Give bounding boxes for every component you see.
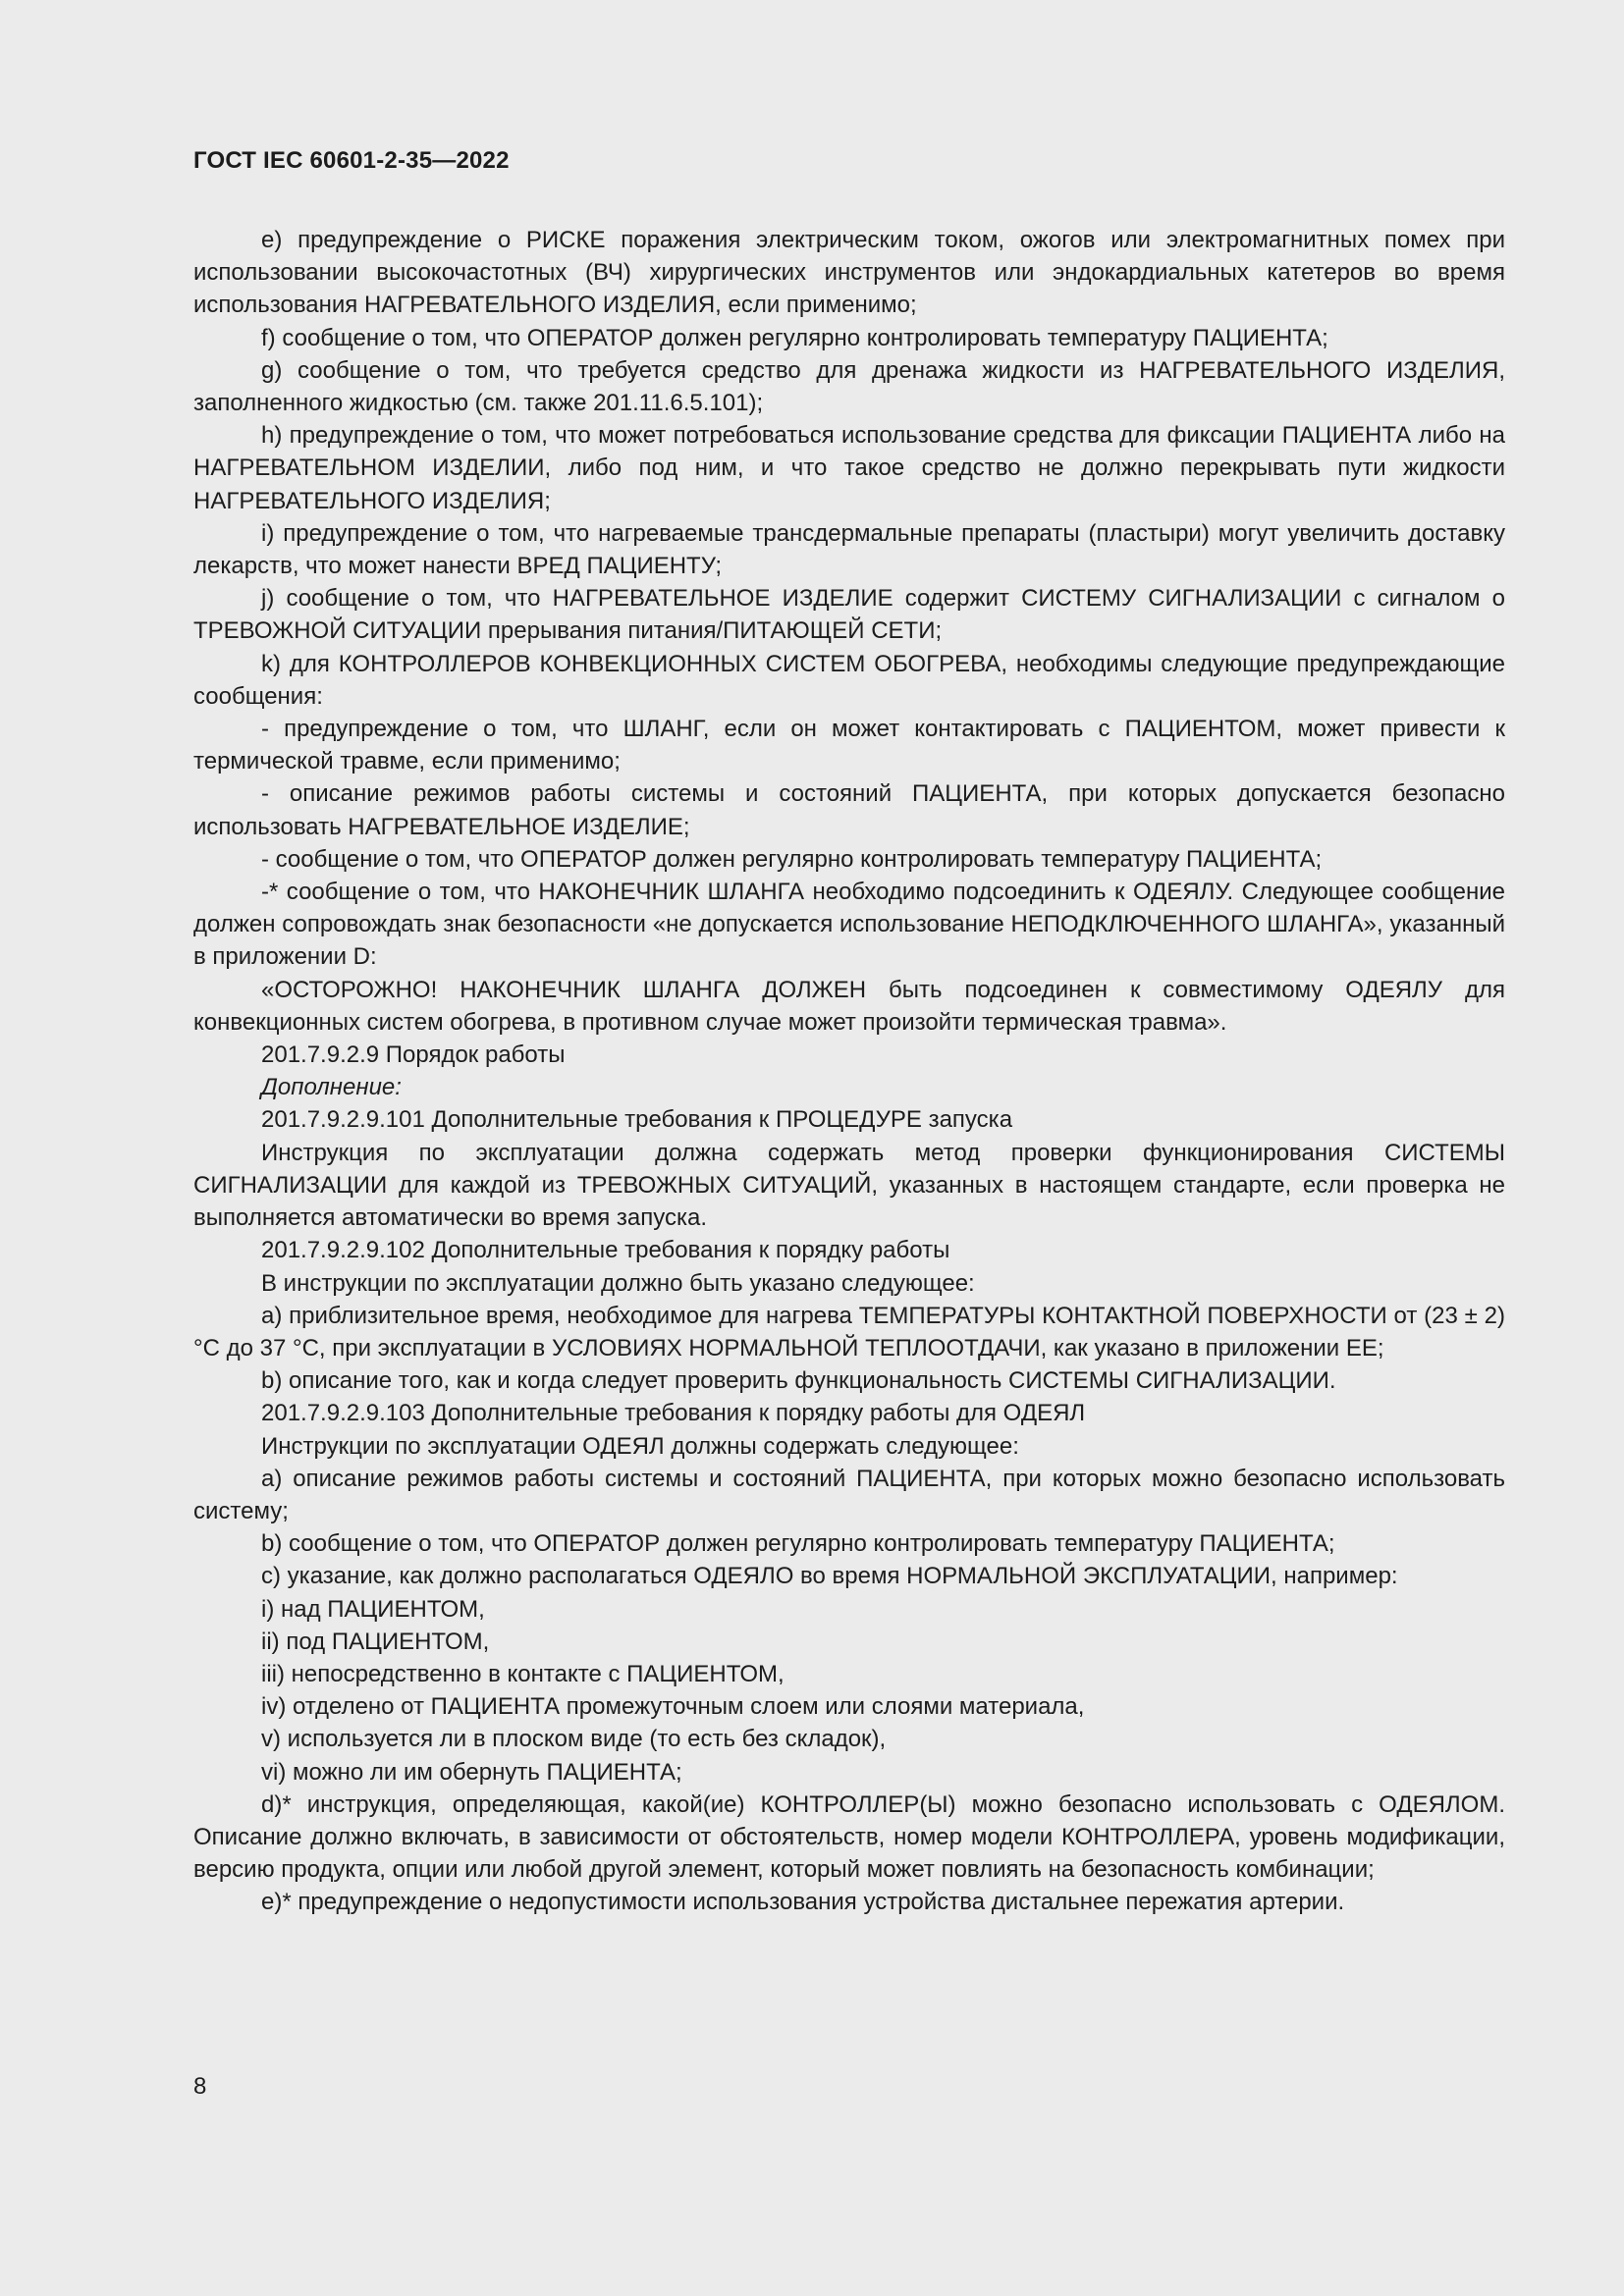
paragraph-g: g) сообщение о том, что требуется средство для дренажа жидкости из НАГРЕВАТЕЛЬНОГО ИЗДЕЛИЯ, заполненного жидкостью (см. также 201.11.6.5.101);: [193, 356, 1505, 417]
section-heading-201-7-9-2-9: 201.7.9.2.9 Порядок работы: [261, 1041, 566, 1069]
paragraph-b-alarm-check: b) описание того, как и когда следует проверить функциональность СИСТЕМЫ СИГНАЛИЗАЦИИ.: [261, 1367, 1336, 1395]
paragraph-d-controllers: d)* инструкция, определяющая, какой(ие) КОНТРОЛЛЕР(Ы) можно безопасно использовать с ОДЕЯЛОМ. Описание должно включать, в зависимости от обстоятельств, номер модели КОНТРОЛЛЕРА, уровень модификации, версию продукта, опции или любой другой элемент, который может повлиять на безопасность комбинации;: [193, 1790, 1505, 1884]
paragraph-instructions-intro: В инструкции по эксплуатации должно быть указано следующее:: [261, 1269, 975, 1297]
paragraph-i: i) предупреждение о том, что нагреваемые трансдермальные препараты (пластыри) могут увеличить доставку лекарств, что может нанести ВРЕД ПАЦИЕНТУ;: [193, 519, 1505, 580]
section-heading-201-7-9-2-9-102: 201.7.9.2.9.102 Дополнительные требования к порядку работы: [261, 1237, 950, 1264]
paragraph-a-heating-time: a) приблизительное время, необходимое для нагрева ТЕМПЕРАТУРЫ КОНТАКТНОЙ ПОВЕРХНОСТИ от (23 ± 2) °C до 37 °C, при эксплуатации в УСЛОВИЯХ НОРМАЛЬНОЙ ТЕПЛООТДАЧИ, как указано в приложении ЕЕ;: [193, 1302, 1505, 1362]
list-item-ii: ii) под ПАЦИЕНТОМ,: [261, 1628, 490, 1655]
paragraph-c-placement: c) указание, как должно располагаться ОДЕЯЛО во время НОРМАЛЬНОЙ ЭКСПЛУАТАЦИИ, например:: [261, 1563, 1398, 1590]
document-title: ГОСТ IEC 60601-2-35—2022: [193, 147, 510, 174]
paragraph-f: f) сообщение о том, что ОПЕРАТОР должен регулярно контролировать температуру ПАЦИЕНТА;: [261, 324, 1328, 351]
page-number: 8: [193, 2073, 207, 2100]
section-heading-201-7-9-2-9-101: 201.7.9.2.9.101 Дополнительные требования к ПРОЦЕДУРЕ запуска: [261, 1106, 1013, 1134]
paragraph-a-modes: a) описание режимов работы системы и состояний ПАЦИЕНТА, при которых можно безопасно использовать систему;: [193, 1465, 1505, 1524]
paragraph-e-warning: e) предупреждение о РИСКЕ поражения электрическим током, ожогов или электромагнитных помех при использовании высокочастотных (ВЧ) хирургических инструментов или эндокардиальных катетеров во время использования НАГРЕВАТЕЛЬНОГО ИЗДЕЛИЯ, если применимо;: [193, 227, 1505, 319]
paragraph-h: h) предупреждение о том, что может потребоваться использование средства для фиксации ПАЦИЕНТА либо на НАГРЕВАТЕЛЬНОМ ИЗДЕЛИИ, либо под ним, и что такое средство не должно перекрывать пути жидкости НАГРЕВАТЕЛЬНОГО ИЗДЕЛИЯ;: [193, 422, 1505, 514]
list-item-i: i) над ПАЦИЕНТОМ,: [261, 1595, 485, 1623]
list-item-modes: - описание режимов работы системы и состояний ПАЦИЕНТА, при которых допускается безопасно использовать НАГРЕВАТЕЛЬНОЕ ИЗДЕЛИЕ;: [193, 780, 1505, 840]
paragraph-startup-check: Инструкция по эксплуатации должна содержать метод проверки функционирования СИСТЕМЫ СИГНАЛИЗАЦИИ для каждой из ТРЕВОЖНЫХ СИТУАЦИЙ, указанных в настоящем стандарте, если проверка не выполняется автоматически во время запуска.: [193, 1139, 1505, 1232]
list-item-iii: iii) непосредственно в контакте с ПАЦИЕНТОМ,: [261, 1660, 785, 1687]
list-item-vi: vi) можно ли им обернуть ПАЦИЕНТА;: [261, 1758, 682, 1786]
caution-quote: «ОСТОРОЖНО! НАКОНЕЧНИК ШЛАНГА ДОЛЖЕН быть подсоединен к совместимому ОДЕЯЛУ для конвекционных систем обогрева, в противном случае может произойти термическая травма».: [193, 976, 1505, 1036]
list-item-hose-end: -* сообщение о том, что НАКОНЕЧНИК ШЛАНГА необходимо подсоединить к ОДЕЯЛУ. Следующее сообщение должен сопровождать знак безопасности «не допускается использование НЕПОДКЛЮЧЕННОГО ШЛАНГА», указанный в приложении D:: [193, 879, 1505, 971]
list-item-hose-warning: - предупреждение о том, что ШЛАНГ, если он может контактировать с ПАЦИЕНТОМ, может привести к термической травме, если применимо;: [193, 716, 1505, 775]
section-heading-201-7-9-2-9-103: 201.7.9.2.9.103 Дополнительные требования к порядку работы для ОДЕЯЛ: [261, 1400, 1086, 1427]
document-body: [193, 224, 1505, 1919]
paragraph-b-temperature: b) сообщение о том, что ОПЕРАТОР должен регулярно контролировать температуру ПАЦИЕНТА;: [261, 1530, 1335, 1558]
paragraph-e-artery: e)* предупреждение о недопустимости использования устройства дистальнее пережатия артерии.: [261, 1889, 1345, 1916]
list-item-iv: iv) отделено от ПАЦИЕНТА промежуточным слоем или слоями материала,: [261, 1693, 1085, 1721]
paragraph-blankets-intro: Инструкции по эксплуатации ОДЕЯЛ должны содержать следующее:: [261, 1432, 1019, 1460]
paragraph-k: k) для КОНТРОЛЛЕРОВ КОНВЕКЦИОННЫХ СИСТЕМ ОБОГРЕВА, необходимы следующие предупреждающие сообщения:: [193, 650, 1505, 710]
paragraph-j: j) сообщение о том, что НАГРЕВАТЕЛЬНОЕ ИЗДЕЛИЕ содержит СИСТЕМУ СИГНАЛИЗАЦИИ с сигналом о ТРЕВОЖНОЙ СИТУАЦИИ прерывания питания/ПИТАЮЩЕЙ СЕТИ;: [193, 585, 1505, 645]
list-item-temperature: - сообщение о том, что ОПЕРАТОР должен регулярно контролировать температуру ПАЦИЕНТА;: [261, 845, 1323, 873]
list-item-v: v) используется ли в плоском виде (то есть без складок),: [261, 1726, 887, 1753]
addition-label: Дополнение:: [261, 1074, 402, 1101]
